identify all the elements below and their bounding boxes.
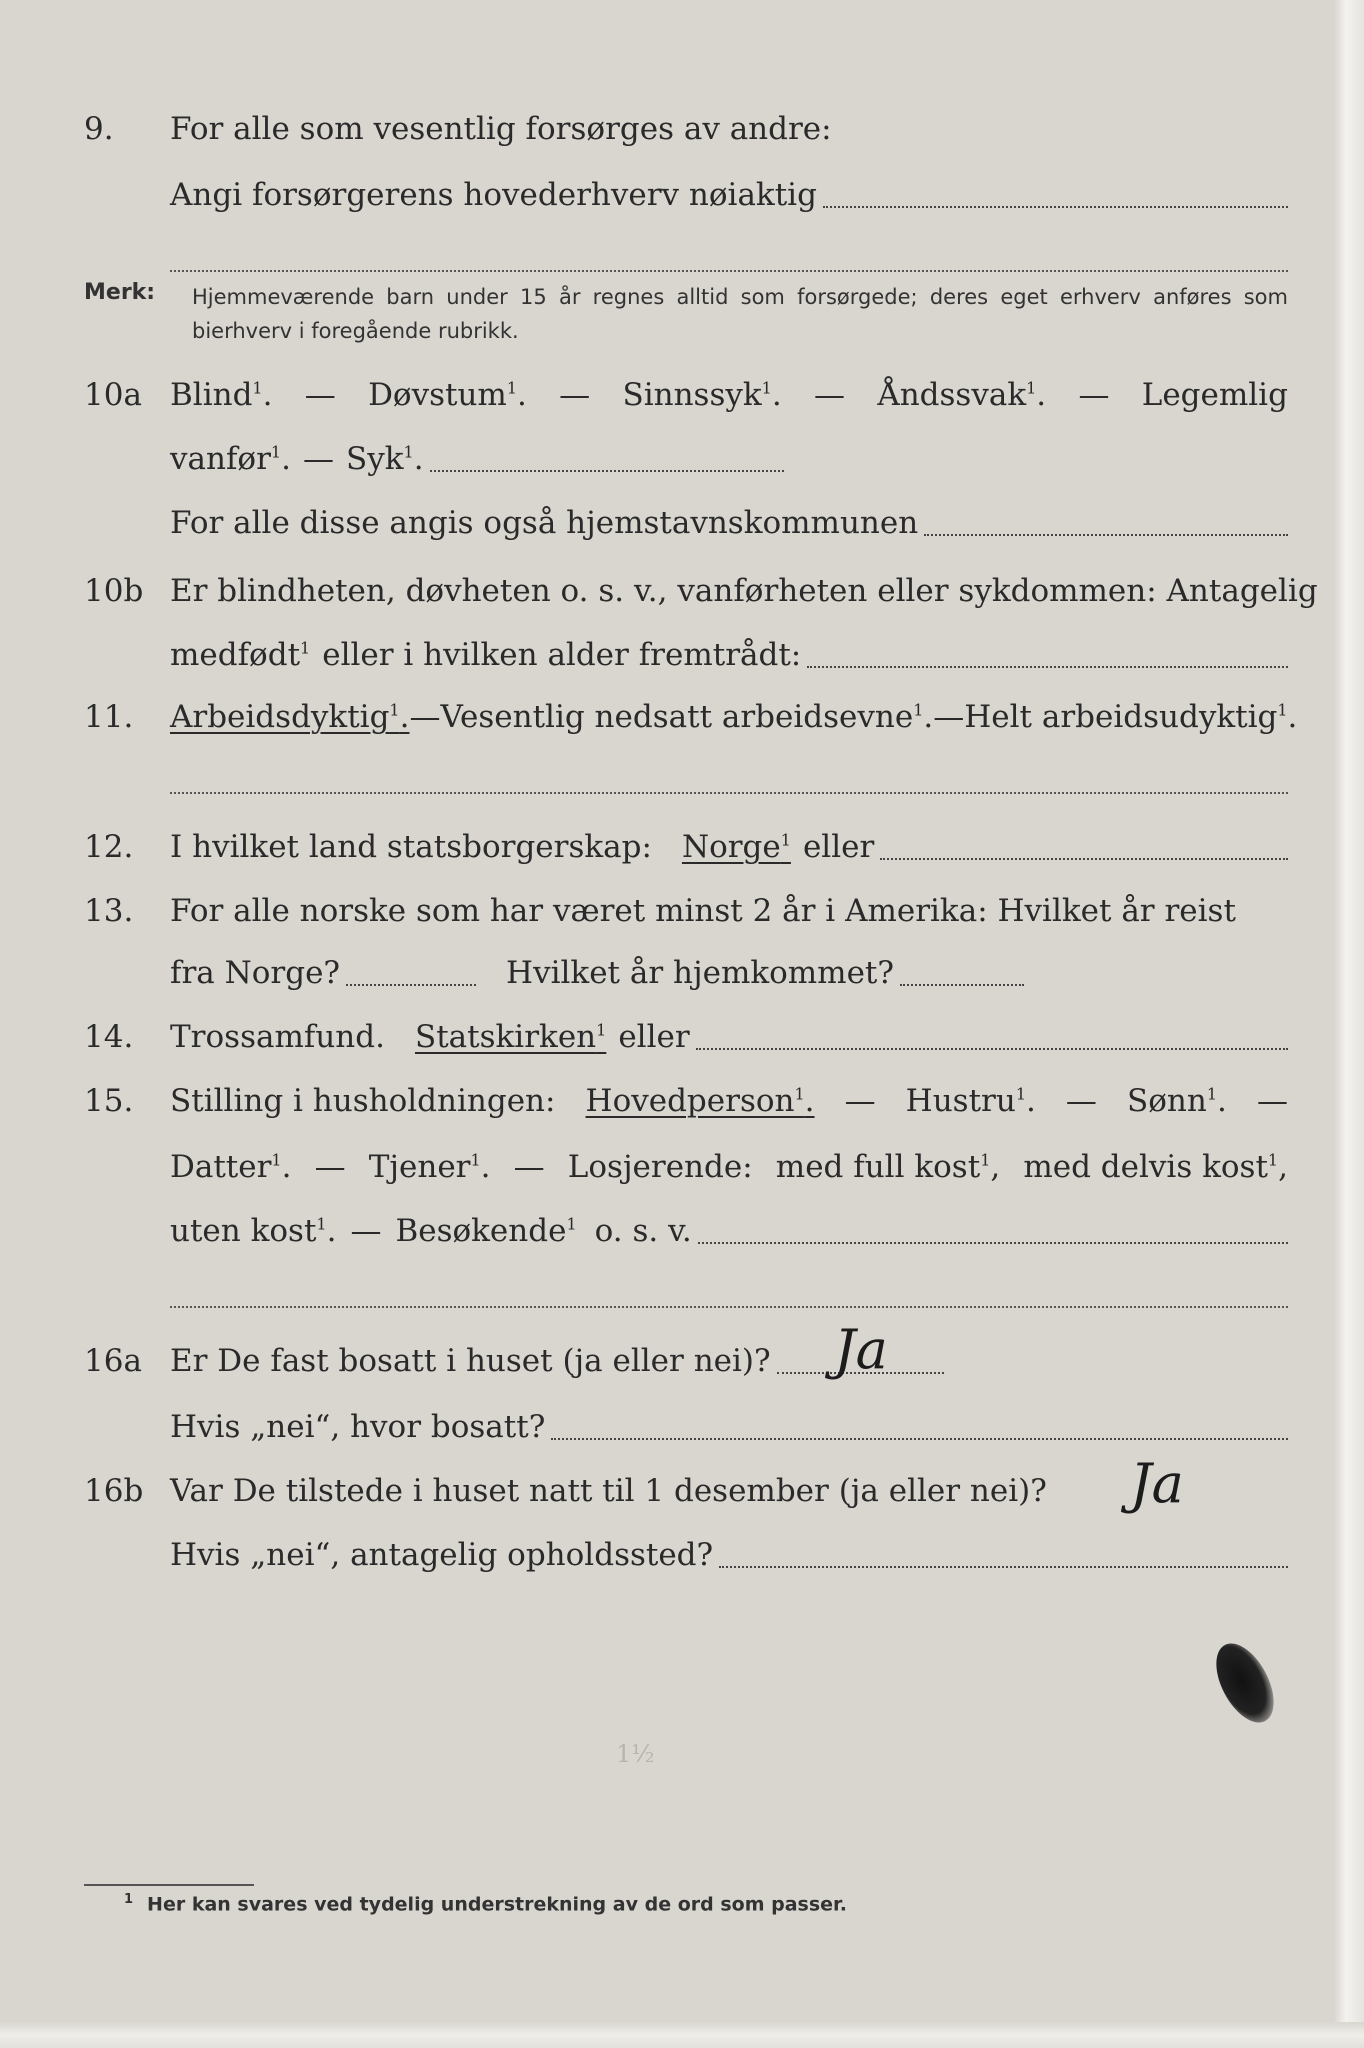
option-datter[interactable]: Datter$^1$. [170,1149,292,1185]
question-text: Angi forsørgerens hovederhverv nøiaktig [170,177,817,213]
option-uten-kost[interactable]: uten kost$^1$. [170,1213,337,1249]
note-label: Merk: [84,280,156,305]
question-15-line-2: Datter$^1$. — Tjener$^1$. — Losjerende: med full kost$^1$, med delvis kost$^1$, [0,1142,1364,1192]
question-number: 14. [84,1019,134,1055]
ink-blot [1205,1634,1286,1732]
option-legemlig[interactable]: Legemlig [1141,377,1288,413]
label-losjerende: Losjerende: [567,1149,753,1185]
answer-field-resident-where[interactable] [551,1438,1288,1440]
question-15-line-3: uten kost$^1$. — Besøkende$^1$ o. s. v. [0,1206,1364,1256]
footnote-text: Her kan svares ved tydelig understrekning av de ord som passer. [147,1893,847,1916]
question-number: 16a [84,1343,142,1379]
answer-line-11[interactable] [170,792,1288,794]
question-text: For alle som vesentlig forsørges av andre: [170,111,832,147]
question-text: I hvilket land statsborgerskap: [170,829,652,865]
question-text: fra Norge? [170,955,341,991]
question-number: 15. [84,1083,134,1119]
option-nedsatt-arbeidsevne[interactable]: Vesentlig nedsatt arbeidsevne$^1$. [440,699,934,735]
answer-field-household-other[interactable] [698,1242,1288,1244]
question-16a [0,1336,1364,1386]
question-10b [0,566,1364,616]
note-text: Hjemmeværende barn under 15 år regnes alltid som forsørgede; deres eget erhverv anføres som bierhverv i foregående rubrikk. [192,285,1288,343]
question-text: Er blindheten, døvheten o. s. v., vanførheten eller sykdommen: Antagelig [170,573,1318,609]
question-12: 12. I hvilket land statsborgerskap: Norge$^1$ eller [0,822,1364,872]
answer-field-home-municipality[interactable] [924,534,1288,536]
question-number: 12. [84,829,134,865]
question-10a-line-3 [0,498,1364,548]
paper-edge-bottom [0,2022,1364,2048]
option-arbeidsdyktig-selected[interactable]: Arbeidsdyktig$^1$. [170,699,410,735]
question-text: Stilling i husholdningen: [170,1083,556,1119]
question-9-line-2 [0,170,1364,220]
question-16b-line-2 [0,1530,1364,1580]
option-syk[interactable]: Syk$^1$. [345,441,424,477]
answer-field-year-left[interactable] [346,984,476,986]
handwritten-answer-resident: Ja [834,1318,888,1381]
option-norge-selected[interactable]: Norge$^1$ [681,829,791,865]
handwritten-answer-present: Ja [1130,1452,1184,1515]
answer-field-provider-occupation[interactable] [823,206,1288,208]
question-text: Hvilket år hjemkommet? [506,955,895,991]
option-arbeidsudyktig[interactable]: Helt arbeidsudyktig$^1$. [964,699,1298,735]
faint-page-mark: 1½ [616,1740,655,1768]
option-vanfor[interactable]: vanfør$^1$. [170,441,291,477]
option-statskirken-selected[interactable]: Statskirken$^1$ [414,1019,607,1055]
question-text: Var De tilstede i huset natt til 1 desember (ja eller nei)? [170,1473,1047,1509]
question-number: 9. [84,111,114,147]
question-14: 14. Trossamfund. Statskirken$^1$ eller [0,1012,1364,1062]
option-sinnssyk[interactable]: Sinnssyk$^1$. [622,377,782,413]
question-text: For alle norske som har været minst 2 år i Amerika: Hvilket år reist [170,893,1236,929]
footnote [124,1892,847,1915]
question-10a-line-2: vanfør$^1$. — Syk$^1$. [0,434,1364,484]
answer-field-syk[interactable] [430,470,784,472]
question-number: 10a [84,377,142,413]
answer-line-15[interactable] [170,1306,1288,1308]
question-text: Hvis „nei“, hvor bosatt? [170,1409,546,1445]
option-andssvak[interactable]: Åndssvak$^1$. [877,377,1047,413]
answer-field-year-returned[interactable] [900,984,1024,986]
option-medfodt[interactable]: medfødt$^1$ [170,637,311,673]
option-tjener[interactable]: Tjener$^1$. [368,1149,491,1185]
question-10a: 10a Blind$^1$. — Døvstum$^1$. — Sinnssyk$^1$. — Åndssvak$^1$. — Legemlig [0,370,1364,420]
question-number: 10b [84,573,144,609]
question-number: 11. [84,699,134,735]
answer-field-citizenship[interactable] [880,858,1288,860]
question-number: 13. [84,893,134,929]
footnote-rule [84,1884,254,1886]
question-11: 11. Arbeidsdyktig$^1$. — Vesentlig nedsatt arbeidsevne$^1$. — Helt arbeidsudyktig$^1$. [0,692,1364,742]
option-dovstum[interactable]: Døvstum$^1$. [368,377,527,413]
question-10b-line-2 [0,630,1364,680]
option-sonn[interactable]: Sønn$^1$. [1126,1083,1227,1119]
question-text: Er De fast bosatt i huset (ja eller nei)? [170,1343,771,1379]
option-hustru[interactable]: Hustru$^1$. [905,1083,1036,1119]
option-med-full-kost[interactable]: med full kost$^1$, [775,1149,1001,1185]
question-13 [0,886,1364,936]
answer-field-religion[interactable] [696,1048,1288,1050]
question-15: 15. Stilling i husholdningen: Hovedperson$^1$. — Hustru$^1$. — Sønn$^1$. — [0,1076,1364,1126]
question-13-line-2 [0,948,1364,998]
answer-field-whereabouts[interactable] [719,1566,1288,1568]
footnote-mark: 1 [124,1892,134,1907]
option-hovedperson-selected[interactable]: Hovedperson$^1$. [585,1083,815,1119]
question-text: Hvis „nei“, antagelig opholdssted? [170,1537,714,1573]
question-16a-line-2 [0,1402,1364,1452]
option-blind[interactable]: Blind$^1$. [170,377,273,413]
option-besokende[interactable]: Besøkende$^1$ [395,1213,577,1249]
question-number: 16b [84,1473,144,1509]
question-text: Trossamfund. [170,1019,385,1055]
answer-field-onset-age[interactable] [807,666,1288,668]
answer-line-extra[interactable] [170,270,1288,272]
question-9 [0,104,1364,154]
question-text: eller i hvilken alder fremtrådt: [322,637,802,673]
option-med-delvis-kost[interactable]: med delvis kost$^1$, [1023,1149,1288,1185]
question-text: For alle disse angis også hjemstavnskommunen [170,505,919,541]
